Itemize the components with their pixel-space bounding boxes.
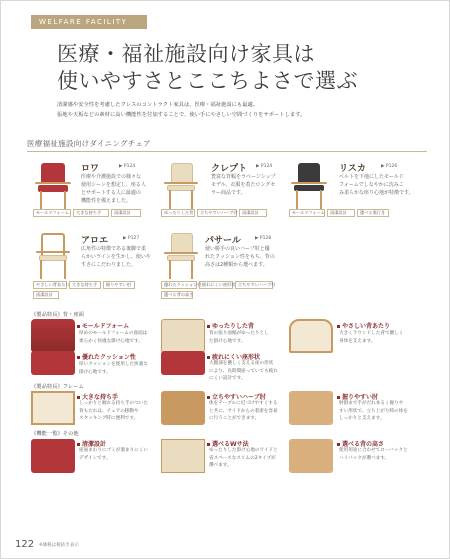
product-name: ロワ bbox=[81, 164, 100, 174]
product-page-ref: ▶ P124 bbox=[119, 164, 136, 169]
feature-tag: 握りやすい肘 bbox=[103, 281, 135, 289]
feature-image bbox=[289, 391, 333, 425]
product-image-pasar bbox=[161, 233, 201, 279]
product-desc: 医療や介護施設での様々な 使用シーンを想定し、座る人 とサポートする人に最適の 機能性を備えました。 bbox=[81, 174, 146, 204]
feature-title: やさしい背あたり bbox=[337, 321, 390, 330]
category-function: 《機能一覧》その他 bbox=[31, 431, 79, 437]
product-image-aloe bbox=[33, 233, 73, 279]
feature-desc: 大腿部を優しく支える座の形状 により、長時間座っていても疲れ にくい設計です。 bbox=[209, 361, 278, 381]
intro-text bbox=[57, 100, 417, 120]
product-name: パサール bbox=[205, 236, 241, 246]
category-frame: 《製品特長》フレーム bbox=[31, 384, 84, 390]
category-back-seat: 《製品特長》背・座面 bbox=[31, 312, 84, 318]
feature-tag: 清潔設計 bbox=[33, 291, 59, 299]
product-image-lisca bbox=[289, 163, 329, 209]
feature-title: 立ちやすいハーブ肘 bbox=[207, 392, 266, 401]
feature-tag: ゆったりした背 bbox=[161, 209, 195, 217]
feature-tag: 立ちやすいハーブ付 bbox=[235, 281, 273, 289]
feature-desc: 背の張り面幅がゆったりとし た掛け心地です。 bbox=[209, 331, 269, 344]
feature-desc: 厚いクッションを使用した快適な 掛け心地です。 bbox=[79, 362, 148, 375]
feature-tag: 大きな持ち手 bbox=[73, 209, 109, 217]
feature-image bbox=[31, 351, 75, 375]
feature-title: 優れたクッション性 bbox=[77, 352, 136, 361]
feature-tag: モールドフォーム bbox=[289, 209, 325, 217]
product-page-ref: ▶ P127 bbox=[123, 236, 140, 241]
product-name: アロエ bbox=[81, 236, 109, 246]
feature-desc: 座面まわりにゴミが溜まりにくい デザインです。 bbox=[79, 448, 148, 461]
feature-image bbox=[31, 439, 75, 473]
feature-tag: 選べる背の高さ bbox=[161, 291, 193, 299]
feature-tag: モールドフォーム bbox=[33, 209, 71, 217]
page-headline bbox=[57, 41, 358, 95]
feature-title: 大きな持ち手 bbox=[77, 392, 118, 401]
product-name: リスカ bbox=[339, 164, 366, 174]
feature-tag: 清潔設計 bbox=[111, 209, 141, 217]
product-image-crept bbox=[161, 163, 201, 209]
feature-desc: ゆったりした掛け心地のワイドと 省スペースなスリムの2タイプが 選べます。 bbox=[209, 448, 278, 468]
section-badge: WELFARE FACILITY bbox=[31, 15, 147, 29]
intro-line-1: 清潔感や安全性を考慮したクレスのコントラクト家具は、医療・福祉施設にも最適。 bbox=[57, 102, 259, 108]
product-image-rowa bbox=[33, 163, 73, 209]
feature-desc: 使用用途に合わせてローバックと ハイバックが選べます。 bbox=[339, 448, 408, 461]
headline-line-2: 使いやすさとここちよさで選ぶ bbox=[57, 69, 358, 93]
price-note: ※価格は税抜き表示 bbox=[39, 543, 79, 548]
feature-image bbox=[289, 439, 333, 473]
product-desc: 使い勝手の良いハーブ肘と優 れたクッション性をもち、背の 高さは2種類から選べます。 bbox=[205, 246, 275, 268]
feature-title: 選べる背の高さ bbox=[337, 439, 384, 448]
intro-line-2: 張地や天板などの素材に高い機能性を付加することで、使い手にやさしい空間づくりをサポートします。 bbox=[57, 112, 306, 118]
feature-tag: 清潔設計 bbox=[239, 209, 267, 217]
product-desc: ベルトを下地にしたモールド フォームでしなやかに沈みこ み柔らかな座り心地が特徴です。 bbox=[339, 174, 414, 196]
section-divider bbox=[27, 151, 427, 152]
feature-title: モールドフォーム bbox=[77, 321, 129, 330]
feature-title: 握りやすい肘 bbox=[337, 392, 378, 401]
feature-title: ゆったりした背 bbox=[207, 321, 254, 330]
feature-image bbox=[289, 319, 333, 353]
feature-desc: 大きくラウンドした背で優しく 身体を支えます。 bbox=[339, 331, 404, 344]
feature-tag: 立ちやすいハーブ付 bbox=[197, 209, 237, 217]
headline-line-1: 医療・福祉施設向け家具は bbox=[57, 42, 315, 66]
feature-tag: 選べる奥行き bbox=[357, 209, 389, 217]
feature-title: 選べるWサ法 bbox=[207, 439, 249, 448]
feature-image bbox=[31, 319, 75, 353]
product-desc: 豊富な背幅をラベージシップ モデル。衣服を着たロングセ ラー商品です。 bbox=[211, 174, 276, 196]
feature-title: 清潔設計 bbox=[77, 439, 106, 448]
product-desc: 広角性の特徴である後脚で柔 らかいラインを生かし、使いや すさにこだわりました。 bbox=[81, 246, 151, 268]
feature-tag: 大きな持ち手 bbox=[69, 281, 101, 289]
feature-tag: 優れたクッション性 bbox=[161, 281, 197, 289]
feature-title: 疲れにくい座形状 bbox=[207, 352, 260, 361]
feature-image bbox=[161, 351, 205, 375]
product-page-ref: ▶ P128 bbox=[255, 236, 272, 241]
feature-image bbox=[161, 319, 205, 353]
feature-tag: やさしい背あたり bbox=[33, 281, 67, 289]
feature-image bbox=[31, 391, 75, 425]
feature-tag: 疲れにくい座形状 bbox=[199, 281, 233, 289]
feature-image bbox=[161, 391, 205, 425]
section-title: 医療福祉施設向けダイニングチェア bbox=[27, 139, 151, 148]
feature-tag: 清潔設計 bbox=[327, 209, 355, 217]
feature-desc: しっかりと握れる持ち手のついた 背もたれは、チェアの移動や スタッキング時に便利です。 bbox=[79, 401, 148, 421]
feature-desc: 体をテーブルに近づけやすくする と共に、サイドからの着席を容易 に行うことができます。 bbox=[209, 401, 278, 421]
feature-image bbox=[161, 439, 205, 473]
feature-desc: 肘掛まで手がだれ本るく握りや すい形状で、立ち上がり時の体を しっかりと支えます。 bbox=[339, 401, 408, 421]
product-name: クレプト bbox=[211, 164, 248, 174]
product-page-ref: ▶ P126 bbox=[381, 164, 398, 169]
product-page-ref: ▶ P124 bbox=[256, 164, 273, 169]
feature-desc: 厚めのモールドフォームの座面は 柔らかく快適な掛け心地です。 bbox=[79, 331, 148, 344]
page-number: 122 bbox=[15, 539, 35, 550]
